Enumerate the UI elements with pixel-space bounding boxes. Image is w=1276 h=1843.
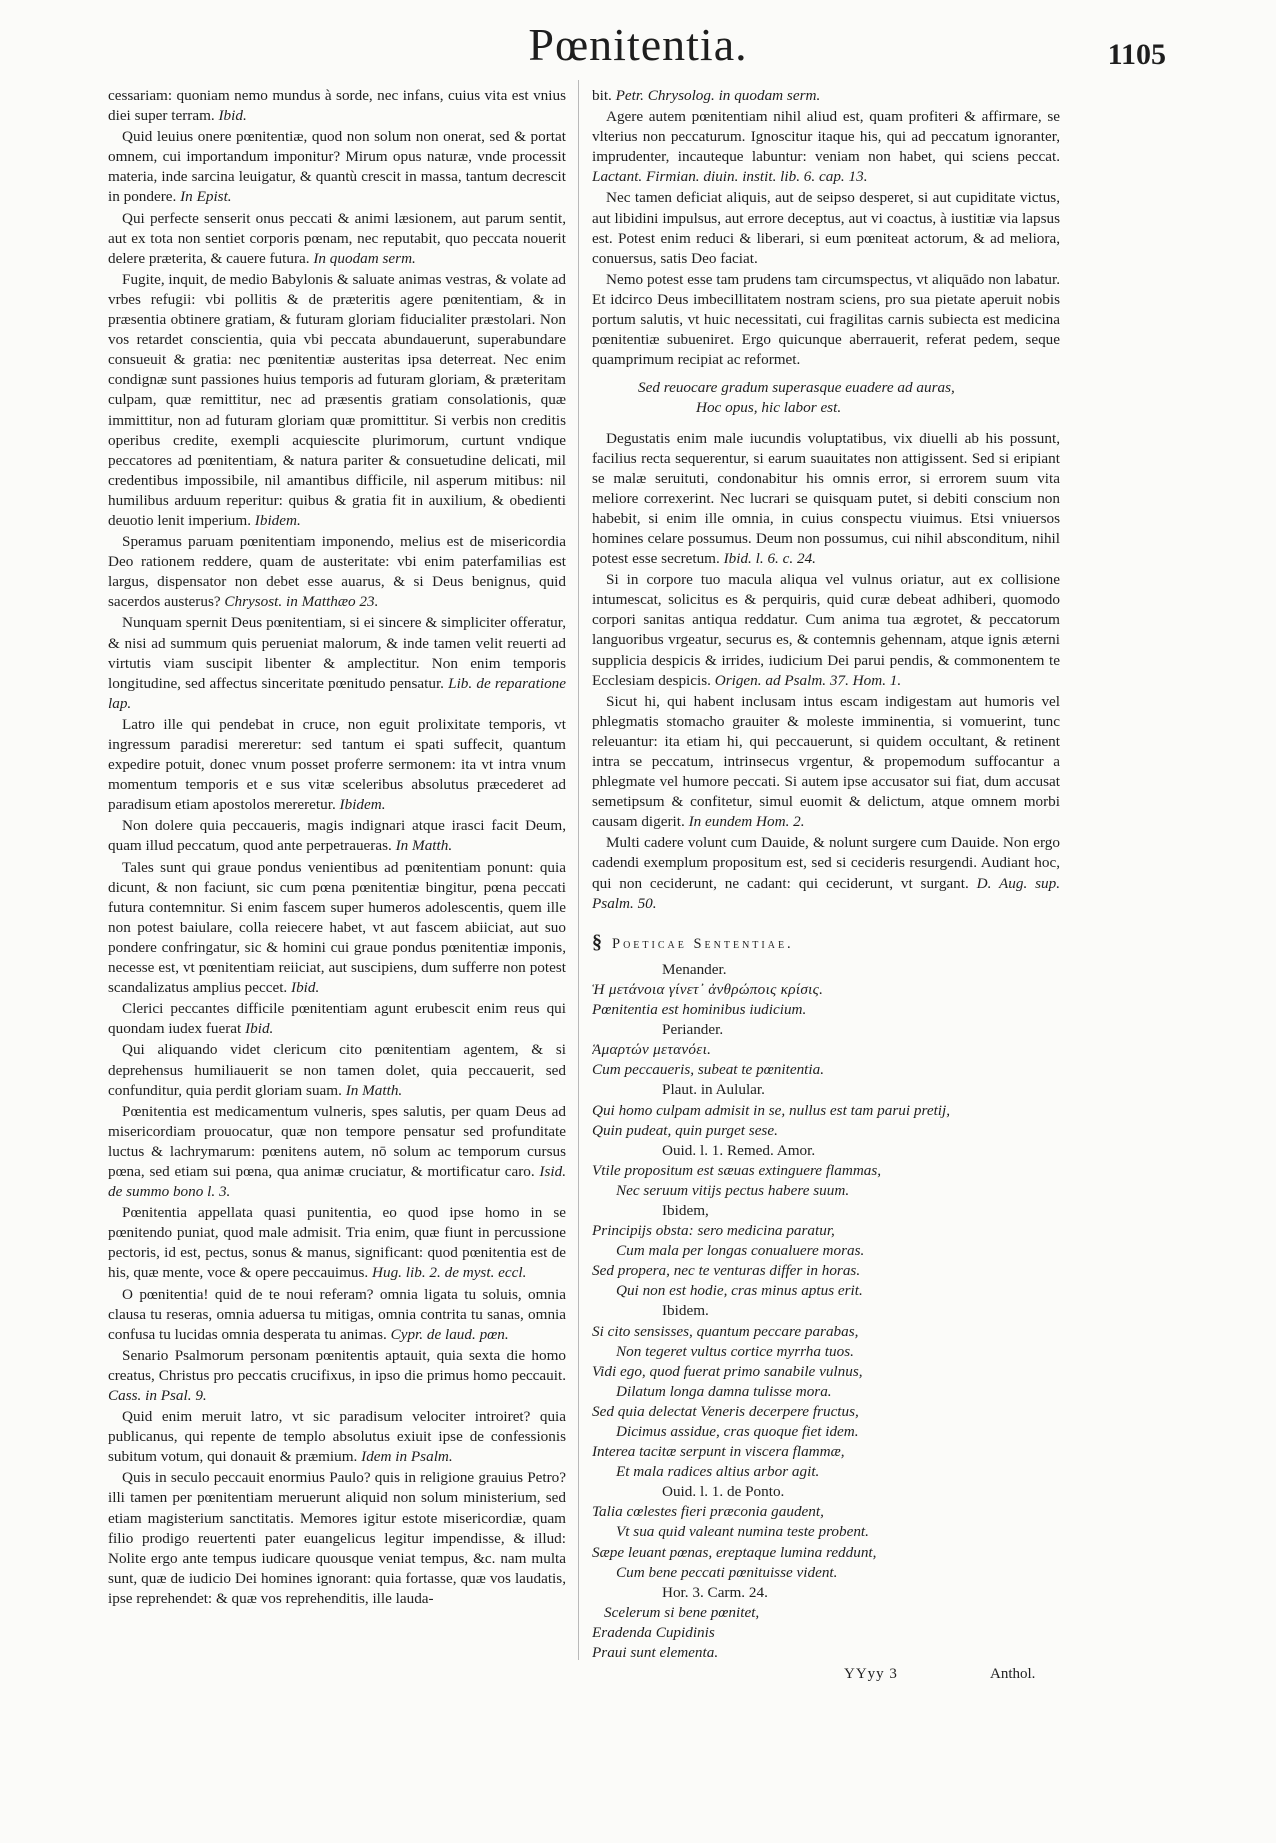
poet-attribution: Ouid. l. 1. de Ponto. [662,1483,785,1501]
paragraph-text: Pœnitentia appellata quasi punitentia, eo quod ipse homo in se pœnitendo puniat, quod male admisit. Tria enim, quæ fiunt in percussione pectoris, id est, pectus, sonus & manus, significant: quod pœnitentia est de his, quæ mente, voce & opere peccauimus. [108,1204,566,1282]
paragraph [592,429,1060,570]
paragraph-text: Qui aliquando videt clericum cito pœnitentiam agentem, & si deprehensus humiliauerit se non tamen dolet, quia peccauerit, sed confunditur, quia perdit gloriam suam. [108,1041,566,1099]
verse-line: Dicimus assidue, cras quoque fiet idem. [616,1423,859,1440]
paragraph [592,692,1060,833]
poet-attribution: Ibidem, [662,1201,709,1219]
poet-attribution: Plaut. in Aulular. [662,1081,765,1099]
paragraph [108,1203,566,1283]
section-heading-text: Poeticae Sententiae. [612,935,794,952]
paragraph [108,858,566,999]
paragraph [108,1285,566,1345]
citation: Lib. de reparatione lap. [108,674,566,712]
poet-attribution: Menander. [662,960,727,978]
paragraph-text: Clerici peccantes difficile pœnitentiam agunt erubescit enim reus qui quondam iudex fuerat [108,1000,566,1038]
paragraph-text: Senario Psalmorum personam pœnitentis aptauit, quia sexta die homo creatus, Christus pro peccatis crucifixus, in ipso die primus homo peccauit. [108,1346,566,1384]
citation: Isid. de summo bono l. 3. [108,1162,566,1201]
paragraph-text: Tales sunt qui graue pondus venientibus ad pœnitentiam ponunt: quia dicunt, & non faciunt, sic cum pœna pœnitentiæ bingitur, pœna peccati futura contemnitur. Si enim fascem super humeros adolescentis, quem ille non potest baiulare, colla reiecere habet, vt aut fascem abiiciat, aut suo pondere confringatur, sic & homini cui graue pondus pœnitentiæ imponis, necesse est, vt pœnitentiam reiiciat, aut suscipiens, dum sufferre non potest scandalizatus amplius peccet. [108,858,566,997]
paragraph [108,1346,566,1406]
citation: Idem in Psalm. [361,1448,453,1466]
citation: Lactant. Firmian. diuin. instit. lib. 6. cap. 13. [592,168,868,186]
left-column [108,86,566,1693]
verse-line: Vtile propositum est sæuas extinguere flammas, [592,1161,882,1179]
verse-line: Cum mala per longas conualuere moras. [616,1242,865,1260]
paragraph [592,570,1060,691]
paragraph-text: Fugite, inquit, de medio Babylonis & saluate animas vestras, & volate ad vrbes refugii: vbi pollitis & de præteritis agere pœnitentiam, & in præsentia obtinere gratiam, & futuram gloriam fiducialiter præstolari. Non vos retardet conscientia, quia vbi peccata abundauerunt, superabundare consueuit & gratia: nec pœnitentiæ austeritas ipsa deterreat. Nec enim condignæ sunt passiones huius temporis ad futuram gloriam, & præteritam culpam, quæ remittitur, nec ad præsentis gratiam consolationis, quæ immittitur, non ad futuram gloriam quæ promittitur. Si verbis non creditis operibus credite, exempli acquiescite plurimorum, curtunt vndique peccatores ad pœnitentiam, & natura pariter & consuetudine delicati, mil credentibus impossibile, nil amantibus difficile, nil asperum mitibus: nil humilibus arduum reperitur: quibus & gratia fit in auxilium, & obedienti deuotio lenit imperium. [108,270,566,529]
citation: Ibid. [245,1020,274,1038]
verse-line: Quin pudeat, quin purget sese. [592,1121,778,1139]
paragraph [592,833,1060,913]
paragraph-text: Latro ille qui pendebat in cruce, non eguit prolixitate temporis, vt ingressum paradisi mereretur: sed tantum ei spati suffecit, quantum expedire potuit, donec vnum posset proferre sermonem: ita vt intra vnum momentum temporis et e sus vitæ sceleribus absolutus præcederet ad paradisum etiam apostolos mereretur. [108,715,566,814]
citation: In eundem Hom. 2. [688,813,805,831]
verse-line: Ἁμαρτών μετανόει. [592,1041,712,1059]
citation: In quodam serm. [313,249,416,267]
paragraph [108,270,566,531]
paragraph-text: Speramus paruam pœnitentiam imponendo, melius est de misericordia Deo rationem reddere, quam de austeritate: vbi enim paterfamilias est largus, dispensator non debet esse auarus, & si Deus benignus, quid sacerdos austerus? [108,533,566,611]
paragraph-text: Sicut hi, qui habent inclusam intus escam indigestam aut humoris vel phlegmatis stomacho grauiter & moleste imminentia, si vomuerint, tunc releuantur: ita etiam hi, qui peccauerunt, si quidem occultant, & retinent intra se peccatum, intrinsecus vrgentur, & propemodum suffocantur a phlegmate vel humore peccati. Si autem ipse accusator sui fiat, dum accusat semetipsum & confitetur, simul euomit & delictum, atque omnem morbi causam digerit. [592,692,1060,831]
section-heading [592,932,1060,954]
citation: Ibid. [218,107,247,125]
verse-line-2: Hoc opus, hic labor est. [696,399,842,417]
citation: Ibidem. [254,511,301,529]
poetic-sentences [592,960,1060,1663]
paragraph-text: Quis in seculo peccauit enormius Paulo? quis in religione grauius Petro? illi tamen per pœnitentiam meruerunt aliquid non solum ministerium, sed etiam magisterium sanctitatis. Memores igitur estote misericordiæ, quam filio prodigo reuertenti pater euangelicus legitur impendisse, & illud: Nolite ergo ante tempus iudicare quousque veniat tempus, &c. nam multa sunt, quæ de iudicio Dei homines ignorant: quia fortasse, quæ vos laudatis, ipse reprehendet: & quæ vos reprehenditis, ille lauda- [108,1469,566,1607]
paragraph-text: Degustatis enim male iucundis voluptatibus, vix diuelli ab his possunt, facilius recta sequerentur, si earum suauitates non attigissent. Sed si eripiant se malæ seruituti, condonabitur his omnis error, si errorem suum vita meliore correxerint. Nec lucrari se quisquam putet, si debiti conscium non habebit, si enim ille omnia, in cuius conspectu viuimus. Etsi vniuersos homines celare possumus. Deum non possumus, cui nihil absconditum, nihil potest esse secretum. [592,429,1060,568]
paragraph [108,1407,566,1467]
paragraph-text: Nemo potest esse tam prudens tam circumspectus, vt aliquādo non labatur. Et idcirco Deus imbecillitatem nostram sciens, pro sua pietate aperuit nobis portum salutis, vt huic necessitati, cui fragilitas carnis subiecta est medicina pœnitentiæ subueniret. Ergo quicunque aberrauerit, referat pedem, seque quamprimum recipiat ac reformet. [592,270,1060,369]
paragraph-text: Non dolere quia peccaueris, magis indignari atque irasci facit Deum, quam illud peccatum, quod ante perpetraueras. [108,817,566,855]
verse-line: Praui sunt elementa. [592,1644,719,1662]
citation: Cass. in Psal. 9. [108,1387,207,1404]
verse-line: Nec seruum vitijs pectus habere suum. [616,1181,850,1199]
citation: Chrysost. in Matthæo 23. [224,593,379,611]
right-column-top [592,86,1060,370]
paragraph [108,1468,566,1609]
verse-line: Sed propera, nec te venturas differ in horas. [592,1262,861,1280]
paragraph-text: Quid enim meruit latro, vt sic paradisum velociter introiret? quia publicanus, qui repente de templo absolutus exiuit ipse de confessionis subitum votum, qui donauit & præmium. [108,1408,566,1466]
verse-line: Et mala radices altius arbor agit. [616,1463,820,1481]
verse-line: Pœnitentia est hominibus iudicium. [592,1001,807,1019]
verse-line-1: Sed reuocare gradum superasque euadere ad auras, [638,379,955,397]
paragraph-text: Nunquam spernit Deus pœnitentiam, si ei sincere & simpliciter offeratur, & nisi ad summum quis perueniat malorum, & inde tamen velit reuerti ad virtutis viam suscipit libenter & amplectitur. Non enim temporis longitudine, sed affectus sinceritate pœnitudo pensatur. [108,614,566,692]
citation: Origen. ad Psalm. 37. Hom. 1. [714,671,902,689]
citation: Petr. Chrysolog. in quodam serm. [615,87,821,104]
paragraph-text: cessariam: quoniam nemo mundus à sorde, nec infans, cuius vita est vnius diei super terram. [108,87,566,125]
paragraph [108,86,566,126]
paragraph-text: O pœnitentia! quid de te noui referam? omnia ligata tu soluis, omnia clausa tu reseras, omnia aduersa tu mitigas, omnia contrita tu sanas, omnia confusa tu lucidas omnia desperata tu animas. [108,1285,566,1343]
paragraph [108,999,566,1039]
citation: Ibid. l. 6. c. 24. [723,550,816,568]
paragraph [108,532,566,612]
page-number: 1105 [1107,38,1166,71]
paragraph [592,270,1060,370]
verse-line: Non tegeret vultus cortice myrrha tuos. [616,1342,854,1360]
paragraph-text: Quid leuius onere pœnitentiæ, quod non solum non onerat, sed & portat omnem, cui importandum imponitur? Mirum opus naturæ, vnde processit materia, inde sarcina leuigatur, & quantù crescit in massa, tantum decrescit in pondere. [108,128,566,206]
citation: Cypr. de laud. pœn. [390,1325,509,1343]
verse-line: Sed quia delectat Veneris decerpere fructus, [592,1402,859,1420]
poet-attribution: Hor. 3. Carm. 24. [662,1583,768,1601]
verse-line: Si cito sensisses, quantum peccare parabas, [592,1322,859,1340]
verse-line: Principijs obsta: sero medicina paratur, [592,1222,835,1240]
paragraph [108,613,566,713]
poet-attribution: Ouid. l. 1. Remed. Amor. [662,1141,816,1159]
verse-line: Scelerum si bene pœnitet, [604,1603,760,1621]
verse-line: Qui non est hodie, cras minus aptus erit. [616,1282,863,1300]
paragraph [108,715,566,815]
verse-quote [592,378,1060,418]
citation: Hug. lib. 2. de myst. eccl. [372,1264,527,1282]
paragraph-text: bit. [592,87,616,104]
paragraph [108,1102,566,1202]
citation: Ibid. [291,979,320,997]
paragraph-text: Si in corpore tuo macula aliqua vel vulnus oriatur, aut ex collisione intumescat, solicitus es & perquiris, quid curæ debeat adhiberi, quomodo corpori sanitas antiqua reddatur. Cum anima tua ægrotet, & peccatorum languoribus vrgeatur, securus es, & contemnis gehennam, atque ignis æterni supplicia despicis & irrides, iudicium Dei parui pendis, & commonentem te Ecclesiam despicis. [592,571,1060,689]
section-mark: § [592,930,602,953]
verse-line: Sæpe leuant pœnas, ereptaque lumina reddunt, [592,1543,877,1561]
verse-line: Vidi ego, quod fuerat primo sanabile vulnus, [592,1362,863,1380]
paragraph-text: Qui perfecte senserit onus peccati & animi læsionem, aut parum sentit, aut ex tota non sentiet corporis pœnam, nec reputabit, quo peccata nouerit delere præterita, & cauere futura. [108,209,566,267]
paragraph [108,209,566,269]
right-column [592,86,1060,1693]
verse-line: Ἡ μετάνοια γίνετ᾽ ἀνθρώποις κρίσις. [592,980,824,998]
paragraph-text: Nec tamen deficiat aliquis, aut de seipso desperet, si aut cupiditate victus, aut libidini impulsus, aut errore deceptus, aut vi coactus, à iustitiæ via lapsus est. Potest enim reduci & liberari, si eum pœniteat actorum, & ad meliora, conuersus, satis Deo faciat. [592,189,1060,267]
citation: In Epist. [180,188,232,206]
signature-mark: YYyy 3 [844,1666,898,1682]
citation: In Matth. [345,1081,403,1099]
paragraph-text: Pœnitentia est medicamentum vulneris, spes salutis, per quam Deus ad misericordiam prouocatur, quæ non tempore pensatur sed profunditate luctus & lachrymarum: pœnitens autem, nō solum ac temporum cursus pœna, sed etiam sui pœna, qua animæ cruciatur, & mortificatur caro. [108,1102,566,1180]
paragraph-text: Multi cadere volunt cum Dauide, & nolunt surgere cum Dauide. Non ergo cadendi exemplum propositum est, sed si cecideris resurgendi. Audiant hoc, qui non ceciderunt, ne cadant: qui ceciderunt, vt surgant. [592,834,1060,892]
poet-attribution: Periander. [662,1021,724,1039]
citation: In Matth. [395,837,453,855]
right-column-continuation [592,429,1060,914]
paragraph-text: Agere autem pœnitentiam nihil aliud est, quam profiteri & affirmare, se vlterius non peccaturum. Ignoscitur itaque his, qui ad peccatum ignoranter, imprudenter, incauteque labuntur: veniam non habet, qui sciens peccat. [592,108,1060,166]
paragraph [108,127,566,207]
verse-line: Talia cœlestes fieri præconia gaudent, [592,1503,824,1521]
paragraph [592,188,1060,268]
verse-line: Interea tacitæ serpunt in viscera flammæ, [592,1443,845,1461]
paragraph [108,816,566,856]
verse-line: Dilatum longa damna tulisse mora. [616,1382,832,1400]
verse-line: Vt sua quid valeant numina teste probent. [616,1523,869,1541]
verse-line: Cum bene peccati pœnituisse vident. [616,1563,838,1581]
paragraph [592,86,1060,106]
citation: D. Aug. sup. Psalm. 50. [592,874,1060,912]
poet-attribution: Ibidem. [662,1302,709,1320]
catchword: Anthol. [990,1666,1036,1682]
verse-line: Cum peccaueris, subeat te pœnitentia. [592,1061,824,1079]
citation: Ibidem. [339,796,386,814]
paragraph [108,1040,566,1100]
running-title: Pœnitentia. [528,19,748,70]
paragraph [592,107,1060,187]
verse-line: Qui homo culpam admisit in se, nullus est tam parui pretij, [592,1101,951,1119]
column-divider [578,80,579,1660]
verse-line: Eradenda Cupidinis [592,1623,715,1641]
